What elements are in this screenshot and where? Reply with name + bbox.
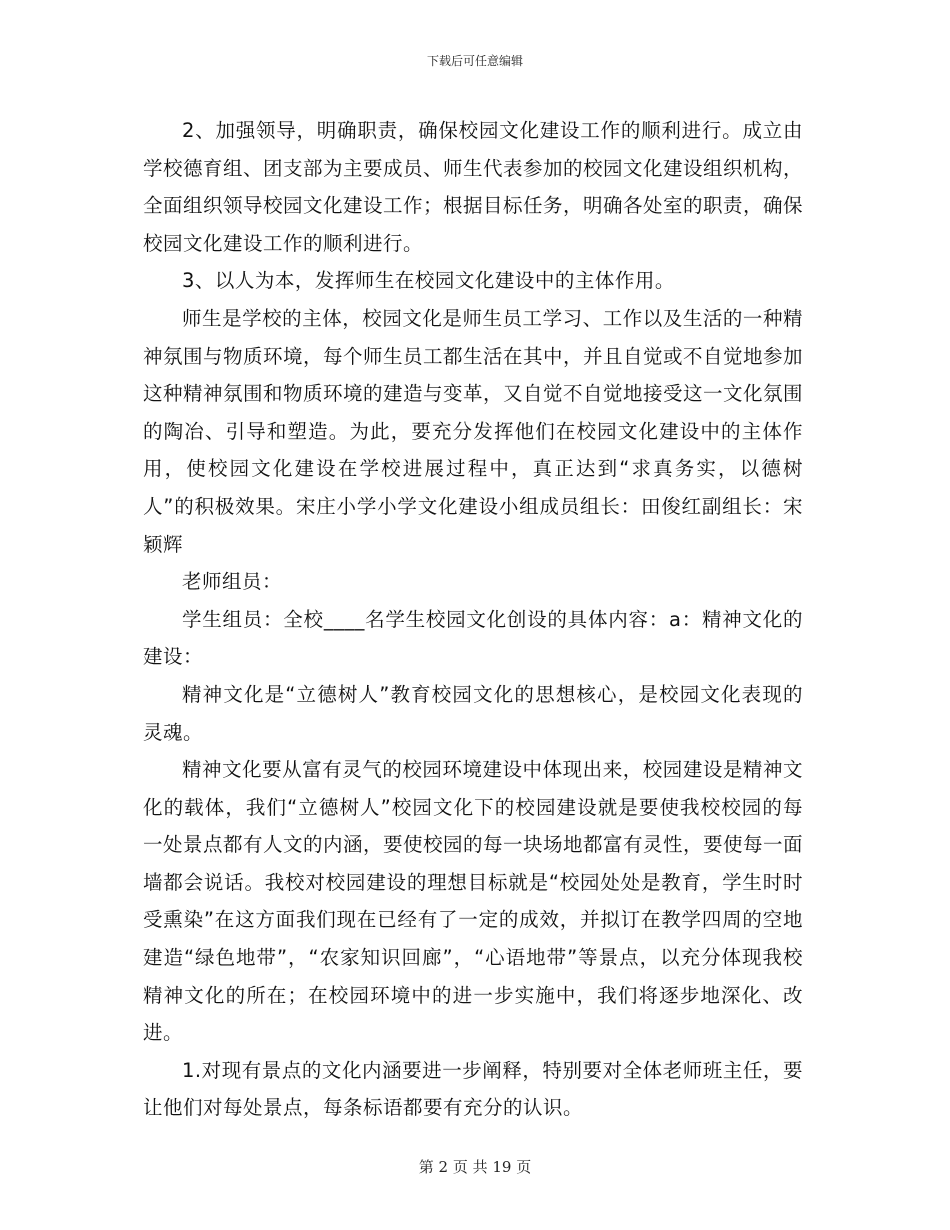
page-number: 第 2 页 共 19 页 [418, 1158, 532, 1176]
paragraph: 2、加强领导，明确职责，确保校园文化建设工作的顺利进行。成立由学校德育组、团支部为主要成员、师生代表参加的校园文化建设组织机构，全面组织领导校园文化建设工作；根据目标任务，明确各处室的职责，确保校园文化建设工作的顺利进行。 [143, 119, 804, 255]
paragraph: 1.对现有景点的文化内涵要进一步阐释，特别要对全体老师班主任，要让他们对每处景点，每条标语都要有充分的认识。 [143, 1058, 803, 1120]
paragraph: 学生组员：全校____名学生校园文化创设的具体内容：a：精神文化的建设： [143, 607, 803, 669]
paragraph: 3、以人为本，发挥师生在校园文化建设中的主体作用。 [182, 269, 675, 293]
paragraph: 精神文化是“立德树人”教育校园文化的思想核心，是校园文化表现的灵魂。 [143, 682, 803, 744]
page-header-note: 下载后可任意编辑 [426, 54, 523, 68]
paragraph: 老师组员： [182, 570, 283, 594]
paragraph: 师生是学校的主体，校园文化是师生员工学习、工作以及生活的一种精神氛围与物质环境，每个师生员工都生活在其中，并且自觉或不自觉地参加这种精神氛围和物质环境的建造与变革，又自觉不自觉地接受这一文化氛围的陶冶、引导和塑造。为此，要充分发挥他们在校园文化建设中的主体作用，使校园文化建设在学校进展过程中，真正达到“求真务实，以德树人”的积极效果。宋庄小学小学文化建设小组成员组长：田俊红副组长：宋颖辉 [143, 306, 804, 556]
paragraph: 精神文化要从富有灵气的校园环境建设中体现出来，校园建设是精神文化的载体，我们“立德树人”校园文化下的校园建设就是要使我校校园的每一处景点都有人文的内涵，要使校园的每一块场地都富有灵性，要使每一面墙都会说话。我校对校园建设的理想目标就是“校园处处是教育，学生时时受熏染”在这方面我们现在已经有了一定的成效，并拟订在教学四周的空地建造“绿色地带”，“农家知识回廊”，“心语地带”等景点，以充分体现我校精神文化的所在；在校园环境中的进一步实施中，我们将逐步地深化、改进。 [143, 758, 804, 1045]
document-body [143, 112, 803, 1127]
